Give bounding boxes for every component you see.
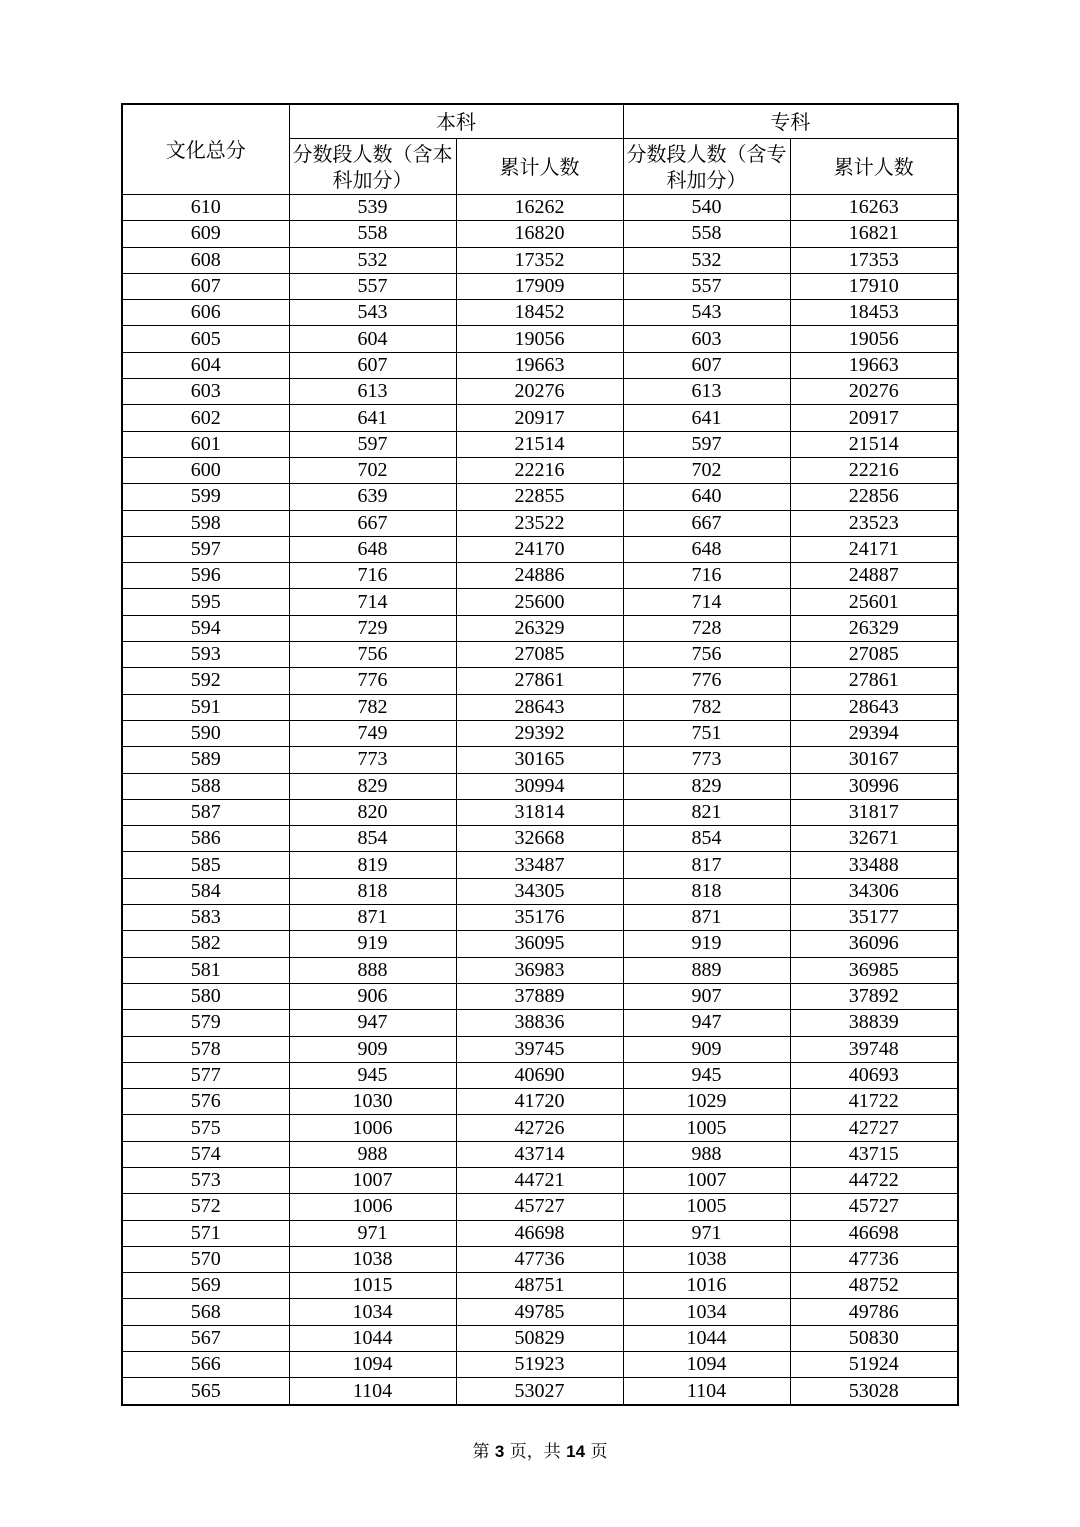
cell-zhuanke-count: 613 <box>623 379 790 405</box>
cell-benke-cum: 41720 <box>456 1089 623 1115</box>
table-row <box>122 405 958 431</box>
cell-zhuanke-cum: 41722 <box>790 1089 958 1115</box>
cell-zhuanke-count: 909 <box>623 1036 790 1062</box>
cell-zhuanke-cum: 35177 <box>790 905 958 931</box>
cell-zhuanke-count: 1094 <box>623 1352 790 1378</box>
table-body <box>122 195 958 1405</box>
cell-score: 583 <box>122 905 289 931</box>
cell-score: 606 <box>122 300 289 326</box>
cell-benke-count: 782 <box>289 694 456 720</box>
cell-zhuanke-cum: 17353 <box>790 247 958 273</box>
cell-score: 574 <box>122 1141 289 1167</box>
cell-score: 581 <box>122 957 289 983</box>
cell-benke-cum: 21514 <box>456 431 623 457</box>
cell-zhuanke-count: 716 <box>623 563 790 589</box>
cell-zhuanke-cum: 16263 <box>790 195 958 221</box>
cell-zhuanke-cum: 46698 <box>790 1220 958 1246</box>
cell-benke-cum: 20917 <box>456 405 623 431</box>
cell-zhuanke-count: 1029 <box>623 1089 790 1115</box>
table-row <box>122 1036 958 1062</box>
cell-benke-count: 1030 <box>289 1089 456 1115</box>
cell-score: 568 <box>122 1299 289 1325</box>
cell-benke-cum: 46698 <box>456 1220 623 1246</box>
cell-zhuanke-count: 641 <box>623 405 790 431</box>
cell-benke-count: 829 <box>289 773 456 799</box>
cell-benke-count: 714 <box>289 589 456 615</box>
table-row <box>122 563 958 589</box>
table-row <box>122 1352 958 1378</box>
cell-zhuanke-count: 871 <box>623 905 790 931</box>
table-row <box>122 799 958 825</box>
cell-zhuanke-cum: 24887 <box>790 563 958 589</box>
cell-benke-count: 773 <box>289 747 456 773</box>
cell-zhuanke-cum: 23523 <box>790 510 958 536</box>
cell-benke-cum: 18452 <box>456 300 623 326</box>
table-row <box>122 1062 958 1088</box>
table-row <box>122 1273 958 1299</box>
cell-zhuanke-cum: 22856 <box>790 484 958 510</box>
cell-benke-count: 604 <box>289 326 456 352</box>
cell-benke-count: 639 <box>289 484 456 510</box>
cell-zhuanke-count: 603 <box>623 326 790 352</box>
cell-zhuanke-count: 919 <box>623 931 790 957</box>
table-row <box>122 326 958 352</box>
cell-benke-cum: 24170 <box>456 536 623 562</box>
cell-benke-cum: 34305 <box>456 878 623 904</box>
cell-score: 601 <box>122 431 289 457</box>
table-row <box>122 589 958 615</box>
cell-benke-count: 988 <box>289 1141 456 1167</box>
cell-benke-cum: 26329 <box>456 615 623 641</box>
cell-score: 582 <box>122 931 289 957</box>
cell-benke-cum: 24886 <box>456 563 623 589</box>
cell-zhuanke-count: 540 <box>623 195 790 221</box>
cell-zhuanke-count: 756 <box>623 642 790 668</box>
cell-score: 593 <box>122 642 289 668</box>
cell-zhuanke-count: 532 <box>623 247 790 273</box>
cell-benke-cum: 30994 <box>456 773 623 799</box>
cell-zhuanke-count: 607 <box>623 352 790 378</box>
cell-benke-cum: 44721 <box>456 1167 623 1193</box>
cell-score: 591 <box>122 694 289 720</box>
cell-benke-cum: 16262 <box>456 195 623 221</box>
table-row <box>122 1299 958 1325</box>
cell-benke-count: 558 <box>289 221 456 247</box>
cell-zhuanke-count: 702 <box>623 457 790 483</box>
table-row <box>122 195 958 221</box>
cell-benke-cum: 19056 <box>456 326 623 352</box>
table-row <box>122 1141 958 1167</box>
footer-middle: 页，共 <box>504 1442 567 1462</box>
cell-zhuanke-count: 1007 <box>623 1167 790 1193</box>
cell-benke-count: 607 <box>289 352 456 378</box>
cell-zhuanke-count: 714 <box>623 589 790 615</box>
table-row <box>122 510 958 536</box>
cell-zhuanke-cum: 21514 <box>790 431 958 457</box>
cell-benke-cum: 22216 <box>456 457 623 483</box>
cell-zhuanke-count: 667 <box>623 510 790 536</box>
cell-zhuanke-count: 597 <box>623 431 790 457</box>
cell-benke-count: 597 <box>289 431 456 457</box>
cell-benke-count: 1034 <box>289 1299 456 1325</box>
cell-score: 588 <box>122 773 289 799</box>
footer-suffix: 页 <box>585 1442 608 1462</box>
header-zhuanke-count: 分数段人数（含专科加分） <box>623 139 790 195</box>
cell-zhuanke-cum: 40693 <box>790 1062 958 1088</box>
cell-zhuanke-cum: 44722 <box>790 1167 958 1193</box>
cell-benke-count: 971 <box>289 1220 456 1246</box>
cell-benke-cum: 38836 <box>456 1010 623 1036</box>
table-row <box>122 1378 958 1405</box>
cell-benke-count: 729 <box>289 615 456 641</box>
cell-benke-cum: 22855 <box>456 484 623 510</box>
cell-zhuanke-count: 829 <box>623 773 790 799</box>
cell-benke-cum: 50829 <box>456 1325 623 1351</box>
table-row <box>122 1115 958 1141</box>
cell-benke-count: 945 <box>289 1062 456 1088</box>
cell-score: 597 <box>122 536 289 562</box>
cell-zhuanke-cum: 36985 <box>790 957 958 983</box>
cell-score: 565 <box>122 1378 289 1405</box>
cell-zhuanke-cum: 27085 <box>790 642 958 668</box>
cell-zhuanke-cum: 25601 <box>790 589 958 615</box>
cell-benke-cum: 47736 <box>456 1246 623 1272</box>
table-row <box>122 1089 958 1115</box>
cell-benke-count: 756 <box>289 642 456 668</box>
cell-benke-count: 648 <box>289 536 456 562</box>
table-row <box>122 694 958 720</box>
cell-score: 608 <box>122 247 289 273</box>
cell-benke-count: 557 <box>289 273 456 299</box>
cell-score: 610 <box>122 195 289 221</box>
table-row <box>122 747 958 773</box>
footer-total-pages: 14 <box>566 1442 586 1461</box>
cell-zhuanke-cum: 19056 <box>790 326 958 352</box>
cell-benke-cum: 17352 <box>456 247 623 273</box>
table-row <box>122 983 958 1009</box>
cell-benke-cum: 30165 <box>456 747 623 773</box>
cell-zhuanke-cum: 19663 <box>790 352 958 378</box>
cell-benke-count: 702 <box>289 457 456 483</box>
cell-zhuanke-cum: 36096 <box>790 931 958 957</box>
table-row <box>122 352 958 378</box>
cell-benke-count: 1007 <box>289 1167 456 1193</box>
cell-zhuanke-cum: 32671 <box>790 826 958 852</box>
cell-zhuanke-cum: 49786 <box>790 1299 958 1325</box>
cell-zhuanke-count: 1016 <box>623 1273 790 1299</box>
cell-benke-cum: 36095 <box>456 931 623 957</box>
cell-benke-cum: 37889 <box>456 983 623 1009</box>
cell-score: 603 <box>122 379 289 405</box>
cell-score: 573 <box>122 1167 289 1193</box>
cell-zhuanke-cum: 37892 <box>790 983 958 1009</box>
table-row <box>122 457 958 483</box>
cell-benke-count: 1015 <box>289 1273 456 1299</box>
cell-zhuanke-count: 776 <box>623 668 790 694</box>
cell-zhuanke-count: 1044 <box>623 1325 790 1351</box>
cell-benke-cum: 49785 <box>456 1299 623 1325</box>
cell-benke-count: 716 <box>289 563 456 589</box>
cell-benke-cum: 27085 <box>456 642 623 668</box>
cell-benke-cum: 39745 <box>456 1036 623 1062</box>
cell-benke-count: 919 <box>289 931 456 957</box>
table-row <box>122 1220 958 1246</box>
cell-score: 569 <box>122 1273 289 1299</box>
cell-score: 594 <box>122 615 289 641</box>
cell-zhuanke-count: 889 <box>623 957 790 983</box>
table-row <box>122 878 958 904</box>
cell-score: 566 <box>122 1352 289 1378</box>
cell-zhuanke-count: 945 <box>623 1062 790 1088</box>
cell-score: 604 <box>122 352 289 378</box>
cell-benke-count: 1038 <box>289 1246 456 1272</box>
table-row <box>122 773 958 799</box>
cell-benke-cum: 25600 <box>456 589 623 615</box>
cell-benke-cum: 33487 <box>456 852 623 878</box>
table-row <box>122 273 958 299</box>
cell-benke-count: 818 <box>289 878 456 904</box>
header-score: 文化总分 <box>122 104 289 195</box>
cell-zhuanke-count: 751 <box>623 720 790 746</box>
table-row <box>122 484 958 510</box>
cell-zhuanke-count: 557 <box>623 273 790 299</box>
cell-zhuanke-count: 817 <box>623 852 790 878</box>
cell-zhuanke-cum: 20276 <box>790 379 958 405</box>
cell-benke-count: 532 <box>289 247 456 273</box>
cell-score: 567 <box>122 1325 289 1351</box>
cell-score: 592 <box>122 668 289 694</box>
cell-benke-count: 613 <box>289 379 456 405</box>
cell-benke-cum: 40690 <box>456 1062 623 1088</box>
cell-score: 575 <box>122 1115 289 1141</box>
cell-zhuanke-cum: 16821 <box>790 221 958 247</box>
cell-score: 572 <box>122 1194 289 1220</box>
cell-zhuanke-cum: 20917 <box>790 405 958 431</box>
table-row <box>122 300 958 326</box>
footer-prefix: 第 <box>472 1442 495 1462</box>
cell-benke-count: 1006 <box>289 1194 456 1220</box>
cell-zhuanke-count: 1104 <box>623 1378 790 1405</box>
cell-benke-count: 1006 <box>289 1115 456 1141</box>
cell-zhuanke-count: 988 <box>623 1141 790 1167</box>
table-row <box>122 221 958 247</box>
cell-score: 587 <box>122 799 289 825</box>
cell-score: 599 <box>122 484 289 510</box>
cell-score: 585 <box>122 852 289 878</box>
cell-zhuanke-cum: 50830 <box>790 1325 958 1351</box>
cell-zhuanke-cum: 18453 <box>790 300 958 326</box>
cell-zhuanke-count: 640 <box>623 484 790 510</box>
cell-score: 609 <box>122 221 289 247</box>
cell-score: 595 <box>122 589 289 615</box>
cell-benke-cum: 29392 <box>456 720 623 746</box>
cell-zhuanke-cum: 48752 <box>790 1273 958 1299</box>
header-zhuanke-cum: 累计人数 <box>790 139 958 195</box>
cell-score: 576 <box>122 1089 289 1115</box>
table-row <box>122 1194 958 1220</box>
cell-benke-count: 1094 <box>289 1352 456 1378</box>
cell-benke-cum: 51923 <box>456 1352 623 1378</box>
cell-zhuanke-cum: 17910 <box>790 273 958 299</box>
cell-benke-count: 947 <box>289 1010 456 1036</box>
cell-benke-count: 906 <box>289 983 456 1009</box>
cell-score: 607 <box>122 273 289 299</box>
cell-benke-count: 1044 <box>289 1325 456 1351</box>
cell-benke-cum: 35176 <box>456 905 623 931</box>
table-header <box>122 104 958 195</box>
cell-benke-count: 667 <box>289 510 456 536</box>
cell-score: 577 <box>122 1062 289 1088</box>
table-row <box>122 1010 958 1036</box>
cell-benke-count: 1104 <box>289 1378 456 1405</box>
header-group-benke: 本科 <box>289 104 623 139</box>
table-row <box>122 720 958 746</box>
cell-score: 570 <box>122 1246 289 1272</box>
cell-score: 600 <box>122 457 289 483</box>
table-row <box>122 1325 958 1351</box>
cell-zhuanke-count: 854 <box>623 826 790 852</box>
cell-benke-cum: 28643 <box>456 694 623 720</box>
cell-score: 596 <box>122 563 289 589</box>
table-row <box>122 957 958 983</box>
cell-zhuanke-cum: 30167 <box>790 747 958 773</box>
cell-zhuanke-count: 821 <box>623 799 790 825</box>
cell-score: 590 <box>122 720 289 746</box>
cell-score: 579 <box>122 1010 289 1036</box>
cell-zhuanke-count: 648 <box>623 536 790 562</box>
cell-benke-cum: 53027 <box>456 1378 623 1405</box>
cell-benke-count: 871 <box>289 905 456 931</box>
cell-zhuanke-cum: 22216 <box>790 457 958 483</box>
cell-zhuanke-cum: 33488 <box>790 852 958 878</box>
cell-zhuanke-cum: 38839 <box>790 1010 958 1036</box>
header-benke-count: 分数段人数（含本科加分） <box>289 139 456 195</box>
table-row <box>122 431 958 457</box>
cell-benke-count: 539 <box>289 195 456 221</box>
cell-zhuanke-cum: 24171 <box>790 536 958 562</box>
cell-zhuanke-cum: 45727 <box>790 1194 958 1220</box>
cell-benke-cum: 31814 <box>456 799 623 825</box>
header-group-zhuanke: 专科 <box>623 104 958 139</box>
cell-zhuanke-cum: 43715 <box>790 1141 958 1167</box>
cell-score: 578 <box>122 1036 289 1062</box>
cell-benke-count: 749 <box>289 720 456 746</box>
cell-benke-cum: 43714 <box>456 1141 623 1167</box>
cell-benke-cum: 20276 <box>456 379 623 405</box>
footer-page-number: 3 <box>494 1442 505 1461</box>
cell-zhuanke-count: 971 <box>623 1220 790 1246</box>
cell-zhuanke-count: 773 <box>623 747 790 773</box>
cell-score: 589 <box>122 747 289 773</box>
cell-benke-cum: 42726 <box>456 1115 623 1141</box>
cell-benke-count: 776 <box>289 668 456 694</box>
cell-benke-cum: 16820 <box>456 221 623 247</box>
cell-zhuanke-cum: 34306 <box>790 878 958 904</box>
cell-zhuanke-cum: 30996 <box>790 773 958 799</box>
cell-benke-cum: 19663 <box>456 352 623 378</box>
table-row <box>122 931 958 957</box>
cell-zhuanke-count: 1038 <box>623 1246 790 1272</box>
cell-score: 605 <box>122 326 289 352</box>
cell-zhuanke-cum: 42727 <box>790 1115 958 1141</box>
cell-zhuanke-cum: 26329 <box>790 615 958 641</box>
table-row <box>122 852 958 878</box>
score-distribution-table <box>121 103 959 1406</box>
cell-zhuanke-cum: 53028 <box>790 1378 958 1405</box>
cell-score: 598 <box>122 510 289 536</box>
cell-zhuanke-count: 907 <box>623 983 790 1009</box>
cell-zhuanke-count: 782 <box>623 694 790 720</box>
table-row <box>122 826 958 852</box>
cell-score: 580 <box>122 983 289 1009</box>
cell-benke-count: 641 <box>289 405 456 431</box>
table-row <box>122 247 958 273</box>
cell-benke-cum: 36983 <box>456 957 623 983</box>
cell-zhuanke-count: 558 <box>623 221 790 247</box>
cell-benke-cum: 23522 <box>456 510 623 536</box>
cell-benke-cum: 27861 <box>456 668 623 694</box>
cell-score: 586 <box>122 826 289 852</box>
table-row <box>122 905 958 931</box>
cell-benke-count: 854 <box>289 826 456 852</box>
cell-benke-cum: 48751 <box>456 1273 623 1299</box>
cell-score: 571 <box>122 1220 289 1246</box>
cell-benke-cum: 17909 <box>456 273 623 299</box>
cell-zhuanke-cum: 51924 <box>790 1352 958 1378</box>
cell-zhuanke-count: 1005 <box>623 1115 790 1141</box>
table-row <box>122 1167 958 1193</box>
cell-zhuanke-count: 818 <box>623 878 790 904</box>
table-row <box>122 642 958 668</box>
cell-zhuanke-count: 543 <box>623 300 790 326</box>
cell-zhuanke-count: 1005 <box>623 1194 790 1220</box>
cell-score: 602 <box>122 405 289 431</box>
cell-zhuanke-cum: 31817 <box>790 799 958 825</box>
cell-benke-count: 820 <box>289 799 456 825</box>
page-footer <box>0 1437 1080 1462</box>
cell-zhuanke-cum: 29394 <box>790 720 958 746</box>
table-row <box>122 668 958 694</box>
cell-zhuanke-cum: 27861 <box>790 668 958 694</box>
cell-benke-count: 909 <box>289 1036 456 1062</box>
cell-zhuanke-count: 1034 <box>623 1299 790 1325</box>
cell-zhuanke-cum: 28643 <box>790 694 958 720</box>
cell-benke-count: 888 <box>289 957 456 983</box>
table-row <box>122 1246 958 1272</box>
table-row <box>122 379 958 405</box>
cell-benke-count: 543 <box>289 300 456 326</box>
cell-zhuanke-count: 947 <box>623 1010 790 1036</box>
cell-zhuanke-cum: 39748 <box>790 1036 958 1062</box>
table-row <box>122 536 958 562</box>
cell-benke-count: 819 <box>289 852 456 878</box>
header-benke-cum: 累计人数 <box>456 139 623 195</box>
cell-zhuanke-count: 728 <box>623 615 790 641</box>
cell-benke-cum: 32668 <box>456 826 623 852</box>
cell-zhuanke-cum: 47736 <box>790 1246 958 1272</box>
cell-benke-cum: 45727 <box>456 1194 623 1220</box>
table-row <box>122 615 958 641</box>
cell-score: 584 <box>122 878 289 904</box>
